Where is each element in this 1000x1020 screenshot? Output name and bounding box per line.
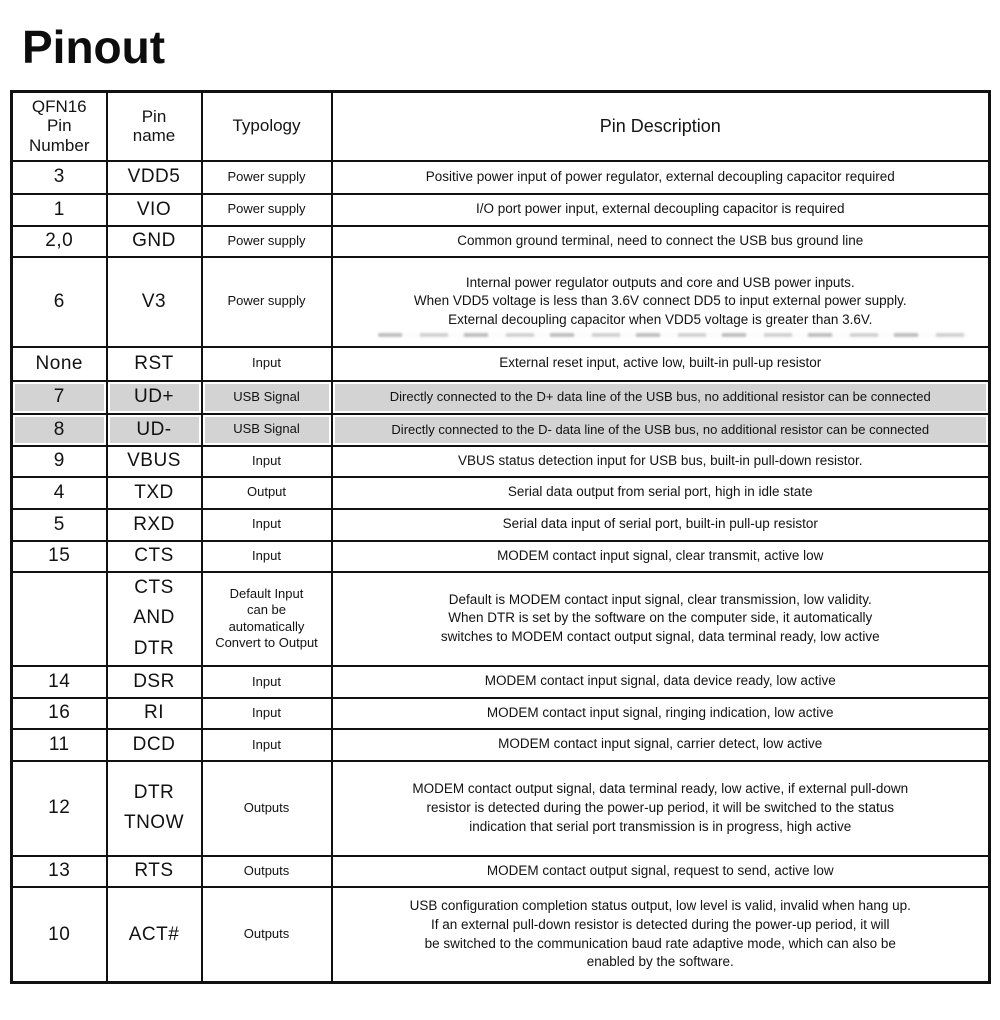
header-qfn16-pin-number: QFN16 Pin Number <box>12 92 107 161</box>
description-cell: Common ground terminal, need to connect the USB bus ground line <box>332 226 990 257</box>
table-row <box>12 446 990 477</box>
typology-cell: Input <box>202 698 332 729</box>
pin-name-cell: UD- <box>107 414 202 446</box>
table-row <box>12 381 990 414</box>
typology-cell: Default Input can be automatically Convert to Output <box>202 572 332 666</box>
pin-name-cell: CTS <box>107 541 202 572</box>
table-row <box>12 572 990 666</box>
table-row <box>12 887 990 983</box>
description-cell: Serial data input of serial port, built-in pull-up resistor <box>332 509 990 541</box>
table-row <box>12 161 990 194</box>
pin-number-cell: 10 <box>12 887 107 983</box>
typology-cell: Input <box>202 509 332 541</box>
header-pin-name: Pin name <box>107 92 202 161</box>
description-cell: MODEM contact output signal, request to send, active low <box>332 856 990 887</box>
typology-cell: Outputs <box>202 887 332 983</box>
pin-number-cell: 4 <box>12 477 107 509</box>
pin-name-cell: RI <box>107 698 202 729</box>
typology-cell: USB Signal <box>202 381 332 414</box>
typology-cell: Outputs <box>202 761 332 856</box>
typology-cell: Input <box>202 446 332 477</box>
description-cell: Positive power input of power regulator, external decoupling capacitor required <box>332 161 990 194</box>
faded-text-artifact <box>378 333 968 337</box>
pin-number-cell: 11 <box>12 729 107 761</box>
table-row <box>12 347 990 381</box>
table-row <box>12 509 990 541</box>
pin-number-cell: 5 <box>12 509 107 541</box>
table-row <box>12 729 990 761</box>
pin-number-cell: 7 <box>12 381 107 414</box>
description-cell: Internal power regulator outputs and core and USB power inputs. When VDD5 voltage is less than 3.6V connect DD5 to input external power supply. External decoupling capacitor when VDD5 voltage is greater than 3.6V. <box>332 257 990 347</box>
table-body <box>12 161 990 983</box>
pin-number-cell: 6 <box>12 257 107 347</box>
pin-name-cell: VBUS <box>107 446 202 477</box>
description-cell: USB configuration completion status output, low level is valid, invalid when hang up. If an external pull-down resistor is detected during the power-up period, it will be switched to the communication baud rate adaptive mode, which can also be enabled by the software. <box>332 887 990 983</box>
typology-cell: Power supply <box>202 194 332 226</box>
description-cell: MODEM contact input signal, carrier detect, low active <box>332 729 990 761</box>
pin-name-cell: CTS AND DTR <box>107 572 202 666</box>
pin-name-cell: RTS <box>107 856 202 887</box>
pin-number-cell: 12 <box>12 761 107 856</box>
table-row <box>12 257 990 347</box>
pin-name-cell: TXD <box>107 477 202 509</box>
table-row <box>12 761 990 856</box>
pin-name-cell: VIO <box>107 194 202 226</box>
pin-name-cell: DTR TNOW <box>107 761 202 856</box>
pin-name-cell: RST <box>107 347 202 381</box>
table-header <box>12 92 990 161</box>
pinout-table <box>10 90 991 984</box>
description-cell: External reset input, active low, built-in pull-up resistor <box>332 347 990 381</box>
description-cell: VBUS status detection input for USB bus, built-in pull-down resistor. <box>332 446 990 477</box>
typology-cell: Power supply <box>202 226 332 257</box>
pin-number-cell: 1 <box>12 194 107 226</box>
table-row <box>12 226 990 257</box>
pin-name-cell: DSR <box>107 666 202 698</box>
pin-number-cell: 14 <box>12 666 107 698</box>
description-cell: Directly connected to the D+ data line of the USB bus, no additional resistor can be connected <box>332 381 990 414</box>
pin-name-cell: VDD5 <box>107 161 202 194</box>
description-cell: Directly connected to the D- data line of the USB bus, no additional resistor can be connected <box>332 414 990 446</box>
typology-cell: Power supply <box>202 257 332 347</box>
typology-cell: USB Signal <box>202 414 332 446</box>
description-cell: Serial data output from serial port, high in idle state <box>332 477 990 509</box>
pin-number-cell: 3 <box>12 161 107 194</box>
pin-name-cell: GND <box>107 226 202 257</box>
typology-cell: Input <box>202 729 332 761</box>
pin-name-cell: DCD <box>107 729 202 761</box>
table-row <box>12 414 990 446</box>
table-row <box>12 698 990 729</box>
description-cell: MODEM contact input signal, clear transmit, active low <box>332 541 990 572</box>
page <box>0 20 1000 984</box>
header-pin-description: Pin Description <box>332 92 990 161</box>
pin-number-cell: None <box>12 347 107 381</box>
header-typology: Typology <box>202 92 332 161</box>
pin-name-cell: ACT# <box>107 887 202 983</box>
pin-name-cell: UD+ <box>107 381 202 414</box>
page-title: Pinout <box>22 21 166 73</box>
typology-cell: Output <box>202 477 332 509</box>
pin-name-cell: RXD <box>107 509 202 541</box>
table-row <box>12 194 990 226</box>
table-row <box>12 856 990 887</box>
typology-cell: Input <box>202 541 332 572</box>
description-cell: MODEM contact input signal, ringing indication, low active <box>332 698 990 729</box>
typology-cell: Input <box>202 666 332 698</box>
header-row <box>12 92 990 161</box>
pin-number-cell: 13 <box>12 856 107 887</box>
table-row <box>12 666 990 698</box>
pin-number-cell <box>12 572 107 666</box>
description-cell: I/O port power input, external decoupling capacitor is required <box>332 194 990 226</box>
table-row <box>12 541 990 572</box>
typology-cell: Power supply <box>202 161 332 194</box>
typology-cell: Input <box>202 347 332 381</box>
typology-cell: Outputs <box>202 856 332 887</box>
pin-number-cell: 16 <box>12 698 107 729</box>
pin-number-cell: 9 <box>12 446 107 477</box>
description-cell: Default is MODEM contact input signal, clear transmission, low validity. When DTR is set by the software on the computer side, it automatically switches to MODEM contact output signal, data terminal ready, low active <box>332 572 990 666</box>
description-cell: MODEM contact input signal, data device ready, low active <box>332 666 990 698</box>
pin-number-cell: 8 <box>12 414 107 446</box>
pin-number-cell: 2,0 <box>12 226 107 257</box>
pin-name-cell: V3 <box>107 257 202 347</box>
description-cell: MODEM contact output signal, data terminal ready, low active, if external pull-down resistor is detected during the power-up period, it will be switched to the status indication that serial port transmission is in progress, high active <box>332 761 990 856</box>
pin-number-cell: 15 <box>12 541 107 572</box>
table-row <box>12 477 990 509</box>
